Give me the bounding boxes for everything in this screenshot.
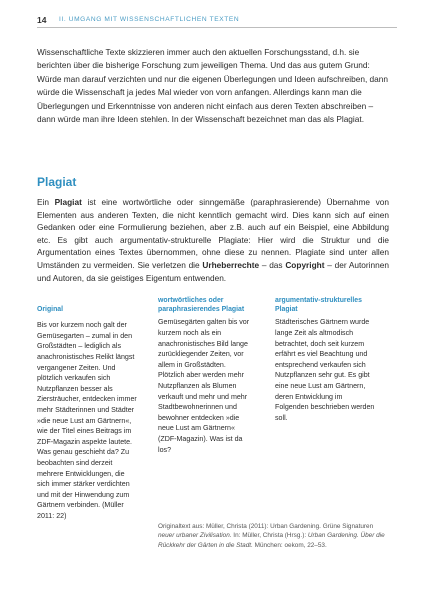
column-heading-structural: argumentativ-strukturelles Plagiat: [275, 297, 362, 314]
definition-paragraph: [37, 196, 389, 284]
column-structural-plagiarism: [275, 296, 375, 423]
section-title: Plagiat: [37, 175, 77, 189]
column-heading-original: Original: [37, 306, 64, 313]
keyword-plagiat: Plagiat: [54, 197, 82, 207]
column-text-structural: Städterisches Gärtnern wurde lange Zeit als altmodisch betrachtet, doch seit kurzem erfährt es viel Beachtung und entsprechend verkaufen sich Nutzpflanzen sehr gut. Es gibt eine neue Lust am Gärtnern, deren Entwicklung im Folgenden beschrieben werden soll.: [275, 318, 375, 422]
header-rule: [37, 27, 397, 28]
citation-middle: In: Müller, Christa (Hrsg.):: [231, 532, 308, 540]
page-number: 14: [37, 15, 47, 25]
intro-paragraph: Wissenschaftliche Texte skizzieren immer auch den aktuellen Forschungsstand, d.h. sie berichten über die bisherige Forschung zum jeweiligen Thema. Und das aus gutem Grund: Würde man darauf verzichten und nur die eigenen Überlegungen und Ideen aufschreiben, dann würde die Wissenschaft ja jedes Mal wieder von vorn anfangen. Allerdings kann man die Überlegungen und Erkenntnisse von anderen nicht einfach aus deren Texten abschreiben – dann würde man ihre Ideen stehlen. In der Wissenschaft bezeichnet man das als Plagiat.: [37, 47, 389, 125]
column-text-paraphrase: Gemüsegärten galten bis vor kurzem noch als ein anachronistisches Bild lange zurückliegender Zeiten, vor allem in Großstädten. Plötzlich aber werden mehr Nutzpflanzen als Blumen verkauft und mehr und mehr Stadtbewohnerinnen und bewohner entdecken »die neue Lust am Gärtnern« (ZDF-Magazin). Was ist da los?: [158, 318, 250, 454]
column-original: [37, 305, 137, 521]
column-text-original: Bis vor kurzem noch galt der Gemüsegarten – zumal in den Großstädten – lediglich als anachronistisches Relikt längst vergangener Zeiten. Und plötzlich verkaufen sich Nutzpflanzen besser als Ziersträucher, entdecken immer mehr Städterinnen und Städter »die neue Lust am Gärtnern«, wie der Titel eines Beitrags im ZDF-Magazin aspekte lautete. Was genau geschieht da? Zu beobachten sind derzeit mehrere Entwicklungen, die sich immer stärker verdichten und mit der Hinwendung zum Gärtnern verbinden. (Müller 2011: 22): [37, 321, 137, 520]
definition-text-2: ist eine wortwörtliche oder sinngemäße (paraphrasierende) Übernahme von Elementen aus anderen Texten, die nicht kenntlich gemacht wird. Dies kann sich auf einen Gedanken oder eine Formulierung beziehen, aber z.B. auch auf ein Beispiel, eine Abbildung etc. Es gibt auch argumentativ-strukturelle Plagiate: Hier wird die Struktur und die Argumentation eines Textes übernommen, ohne diese zu nennen. Plagiate sind unter allen Umständen zu vermeiden. Sie verletzen die: [37, 197, 389, 270]
citation-prefix: Originaltext aus: Müller, Christa (2011): Urban Gardening. Grüne Signaturen: [158, 523, 374, 530]
column-heading-paraphrase: wortwörtliches oder paraphrasierendes Plagiat: [158, 297, 245, 314]
definition-text-1: Ein: [37, 197, 55, 207]
keyword-urheberrechte: Urheberrechte: [202, 259, 260, 270]
page-header: [37, 15, 397, 29]
column-paraphrase-plagiarism: [158, 296, 254, 455]
citation-italic-1: neuer urbaner Zivilisation.: [158, 532, 232, 540]
running-head: II. UMGANG MIT WISSENSCHAFTLICHEN TEXTEN: [59, 16, 240, 23]
source-citation: [158, 522, 390, 550]
definition-text-4: – der Autorinnen und Autoren, da sie geistiges Eigentum entwenden.: [37, 259, 389, 283]
definition-text-3: – das: [259, 259, 286, 270]
citation-italic-2: Urban Gardening. Über die Rückkehr der Gärten in die Stadt.: [158, 532, 385, 549]
citation-suffix: München: oekom, 22–53.: [252, 541, 327, 549]
keyword-copyright: Copyright: [285, 259, 325, 270]
